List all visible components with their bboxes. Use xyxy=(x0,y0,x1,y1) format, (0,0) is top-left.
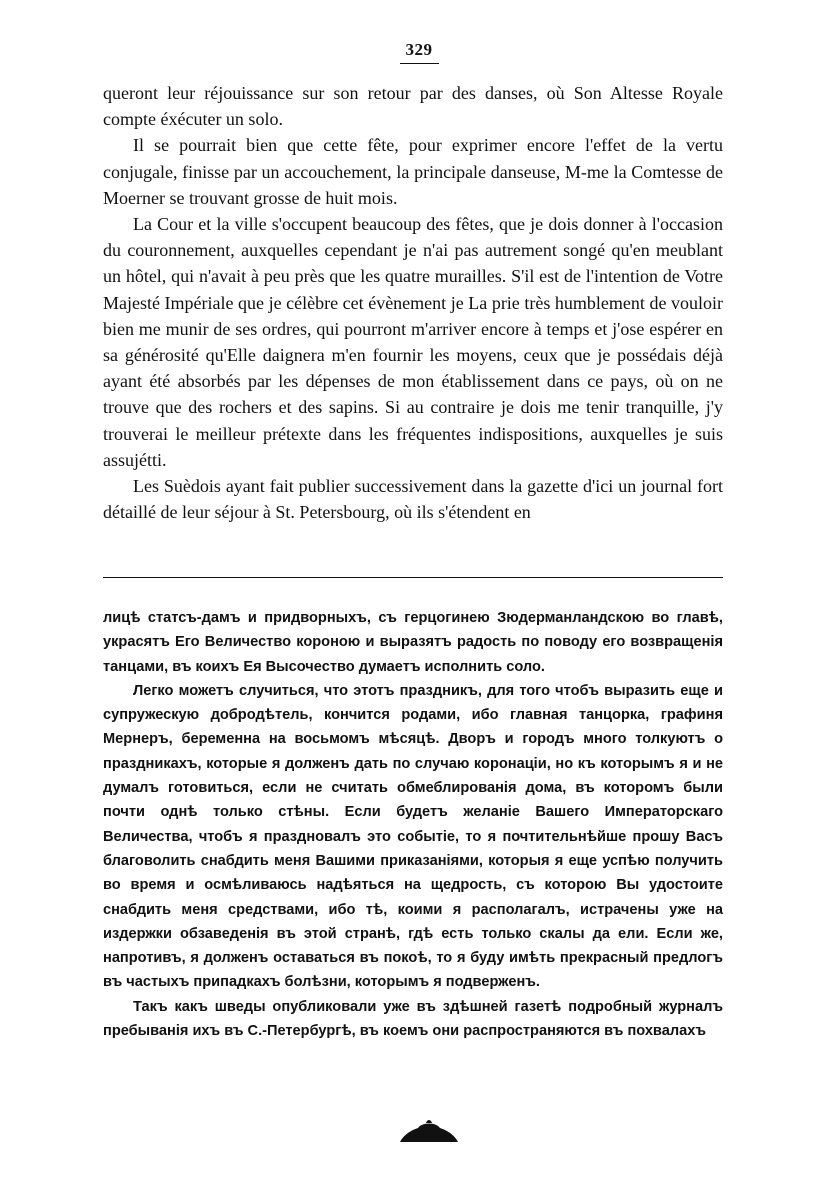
russian-paragraph: Такъ какъ шведы опубликовали уже въ здѣшней газетѣ подробный журналъ пребыванія ихъ въ С.-Петербургѣ, въ коемъ они распространяются въ похвалахъ xyxy=(103,998,723,1040)
russian-translation-block xyxy=(103,606,723,1043)
tailpiece-ornament-icon xyxy=(398,1118,460,1144)
page-number xyxy=(0,40,838,64)
french-paragraph: Les Suèdois ayant fait publier successivement dans la gazette d'ici un journal fort détaillé de leur séjour à St. Petersbourg, où ils s'étendent en xyxy=(103,476,723,523)
page-number-value: 329 xyxy=(400,40,439,64)
russian-paragraph: Легко можетъ случиться, что этотъ праздникъ, для того чтобъ выразить еще и супружескую добродѣтель, кончится родами, ибо главная танцорка, графиня Мернеръ, беременна на восьмомъ мѣсяцѣ. Дворъ и городъ много толкуютъ о праздникахъ, которые я долженъ дать по случаю коронаціи, но къ которымъ я и не думалъ готовиться, если не считать обмеблированія дома, въ которомъ были почти однѣ только стѣны. Если будетъ желаніе Вашего Императорскаго Величества, чтобъ я праздновалъ это событіе, то я почтительнѣйше прошу Васъ благоволить снабдить меня Вашими приказаніями, которыя я еще успѣю получить во время и осмѣливаюсь надѣяться на щедрость, съ которою Вы удостоите снабдить меня средствами, ибо тѣ, коими я располагалъ, истрачены уже на издержки обзаведенія въ этой странѣ, гдѣ есть только скалы да ели. Если же, напротивъ, я долженъ оставаться въ покоѣ, то я буду имѣть прекрасный предлогъ въ частыхъ припадкахъ болѣзни, которымъ я подверженъ. xyxy=(103,682,723,991)
french-paragraph: La Cour et la ville s'occupent beaucoup des fêtes, que je dois donner à l'occasion du couronnement, auxquelles cependant je n'ai pas autrement songé qu'en meublant un hôtel, qui n'avait à peu près que les quatre murailles. S'il est de l'intention de Votre Majesté Impériale que je célèbre cet évènement je La prie très humblement de vouloir bien me munir de ses ordres, qui pourront m'arriver encore à temps et j'ose espérer en sa générosité qu'Elle daignera m'en fournir les moyens, ceux que je possédais déjà ayant été absorbés par les dépenses de mon établissement dans ce pays, où on ne trouve que des rochers et des sapins. Si au contraire je dois me tenir tranquille, j'y trouverai le meilleur prétexte dans les fréquentes indispositions, auxquelles je suis assujétti. xyxy=(103,214,723,470)
french-text-block xyxy=(103,80,723,525)
french-paragraph: queront leur réjouissance sur son retour par des danses, où Son Altesse Royale compte éxécuter un solo. xyxy=(103,83,723,130)
french-paragraph: Il se pourrait bien que cette fête, pour exprimer encore l'effet de la vertu conjugale, finisse par un accouchement, la principale danseuse, M-me la Comtesse de Moerner se trouvant grosse de huit mois. xyxy=(103,135,723,208)
footnote-divider xyxy=(103,577,723,578)
russian-paragraph: лицѣ статсъ-дамъ и придворныхъ, съ герцогинею Зюдерманландскою во главѣ, украсятъ Его Величество короною и выразятъ радость по поводу его возвращенія танцами, въ коихъ Ея Высочество думаетъ исполнить соло. xyxy=(103,610,723,675)
